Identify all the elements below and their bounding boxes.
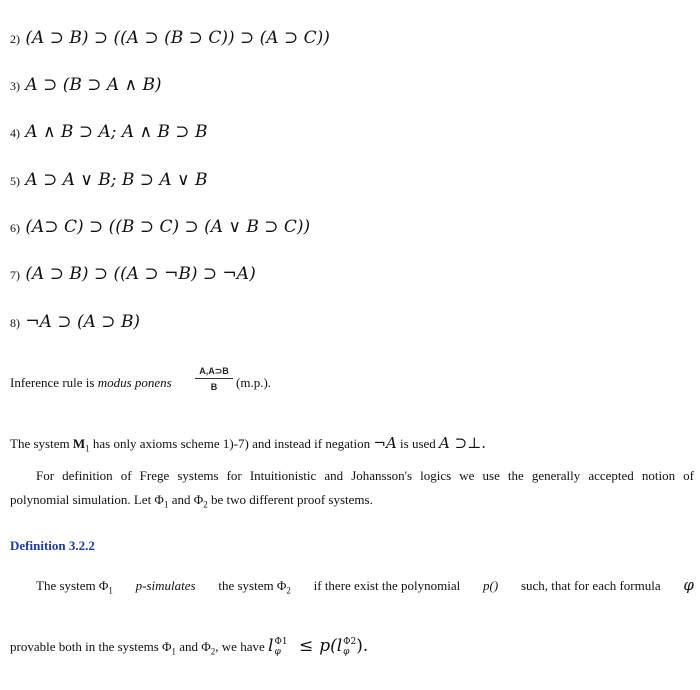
p-simulates-term: p-simulates <box>135 578 196 593</box>
phi1-subscript: 1 <box>163 499 169 510</box>
axiom-number: 7) <box>10 268 20 282</box>
axiom-formula: A ⊃ A ∨ B; B ⊃ A ∨ B <box>25 170 208 190</box>
bottom-formula: A ⊃⊥. <box>439 434 487 452</box>
definition-line-2 <box>10 636 368 657</box>
axiom-formula: A ⊃ (B ⊃ A ∧ B) <box>25 75 162 95</box>
closing-paren: ). <box>356 636 369 656</box>
axiom-formula: (A ⊃ B) ⊃ ((A ⊃ ¬B) ⊃ ¬A) <box>25 264 256 284</box>
def-text-2a: provable both in the systems Φ <box>10 639 172 654</box>
polynomial-symbol: p() <box>482 578 499 593</box>
modus-ponens-label: modus ponens <box>97 375 172 390</box>
def-phi1-subscript: 1 <box>108 585 113 596</box>
poly-length: p(l <box>319 636 343 656</box>
leq-symbol: ≤ <box>298 636 314 656</box>
axiom-formula: A ∧ B ⊃ A; A ∧ B ⊃ B <box>25 122 208 142</box>
axiom-8 <box>10 312 140 332</box>
mp-label: (m.p.). <box>236 375 272 390</box>
def-text-1b: the system Φ <box>218 578 287 593</box>
phi2-subscript: 2 <box>203 499 208 510</box>
fraction-denominator: B <box>210 382 218 392</box>
def2-phi2-subscript: 2 <box>210 646 216 657</box>
paragraph-text-2b: and Φ <box>168 492 204 507</box>
fraction-numerator: A,A⊃B <box>195 366 233 379</box>
length-symbol: l <box>268 636 274 656</box>
paragraph-line-2 <box>10 492 373 510</box>
def-text-2b: and Φ <box>176 639 211 654</box>
system-text: The system <box>10 436 73 451</box>
negation-formula: ¬A <box>373 434 397 452</box>
axiom-number: 4) <box>10 126 20 140</box>
system-m1-line <box>10 434 486 454</box>
axiom-number: 5) <box>10 174 20 188</box>
axiom-2 <box>10 28 330 48</box>
paragraph-text: For definition of Frege systems for Intuitionistic and Johansson's logics we use the generally accepted notion of <box>36 468 694 483</box>
paragraph-text-2c: be two different proof systems. <box>207 492 373 507</box>
definition-line-1 <box>36 578 694 596</box>
definition-heading: Definition 3.2.2 <box>10 538 95 553</box>
def2-phi1-subscript: 1 <box>171 646 177 657</box>
paragraph-text-2a: polynomial simulation. Let Φ <box>10 492 164 507</box>
def-text-1a: The system Φ <box>36 578 109 593</box>
axiom-number: 2) <box>10 32 20 46</box>
length2-superscript: Φ2 <box>343 636 357 647</box>
inference-prefix: Inference rule is <box>10 375 95 390</box>
simulation-inequality <box>268 636 368 656</box>
axiom-4 <box>10 122 207 142</box>
def-text-1c: if there exist the polynomial <box>313 578 461 593</box>
def-text-2c: , we have <box>215 639 268 654</box>
axiom-3 <box>10 75 162 95</box>
system-text-3: is used <box>396 436 440 451</box>
system-subscript: 1 <box>85 443 90 454</box>
axiom-7 <box>10 264 256 284</box>
axiom-formula: (A ⊃ B) ⊃ ((A ⊃ (B ⊃ C)) ⊃ (A ⊃ C)) <box>25 28 330 48</box>
system-text-2: has only axioms scheme 1)-7) and instead if negation <box>89 436 374 451</box>
length-superscript: Φ1 <box>274 636 288 647</box>
system-name: M <box>72 436 86 451</box>
axiom-number: 6) <box>10 221 20 235</box>
inference-fraction <box>195 366 233 392</box>
axiom-number: 8) <box>10 316 20 330</box>
length2-subscript: φ <box>343 646 350 657</box>
axiom-6 <box>10 217 310 237</box>
paragraph-line-1 <box>36 468 694 484</box>
axiom-number: 3) <box>10 79 20 93</box>
axiom-formula: (A⊃ C) ⊃ ((B ⊃ C) ⊃ (A ∨ B ⊃ C)) <box>25 217 311 237</box>
axiom-5 <box>10 170 207 190</box>
axiom-formula: ¬A ⊃ (A ⊃ B) <box>25 312 141 332</box>
length-subscript: φ <box>274 646 281 657</box>
def-phi2-subscript: 2 <box>286 585 291 596</box>
phi-symbol: φ <box>683 576 694 594</box>
def-text-1d: such, that for each formula <box>520 578 661 593</box>
inference-rule-line <box>10 375 172 391</box>
